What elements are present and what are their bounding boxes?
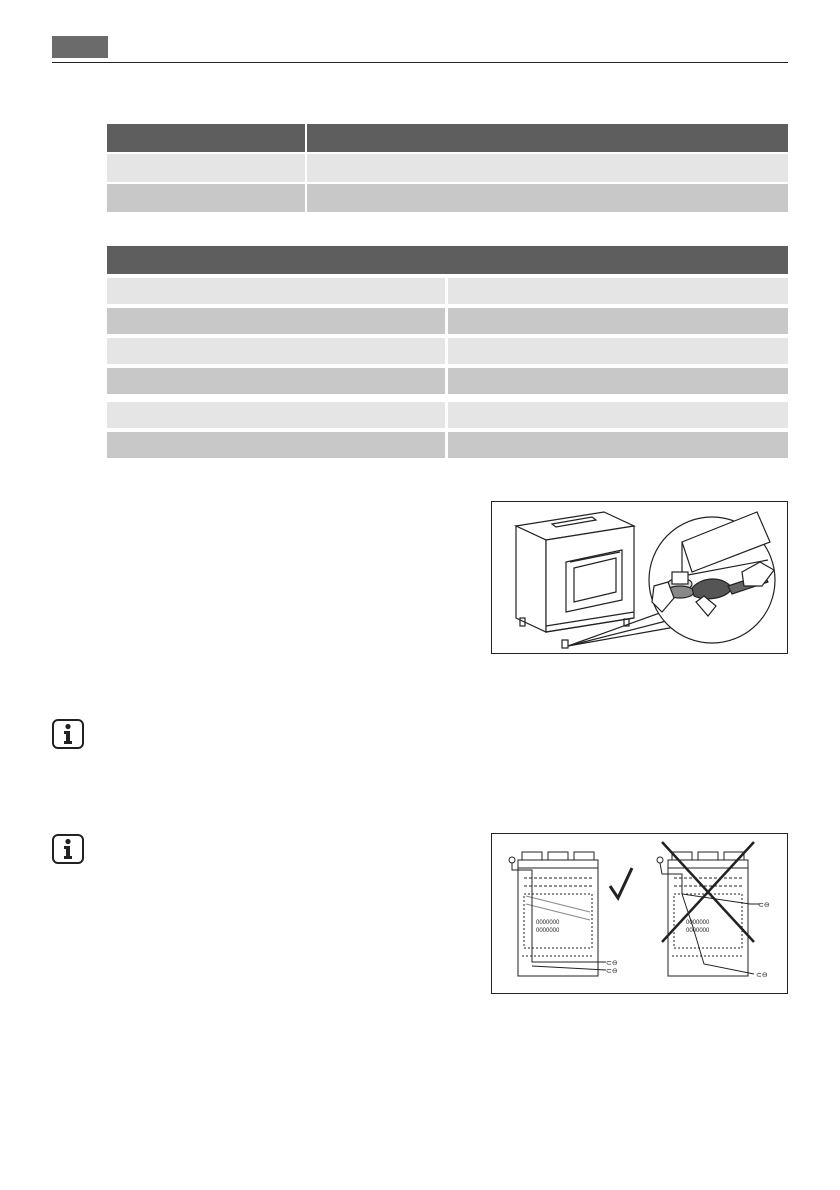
spec-table-1 bbox=[107, 124, 788, 214]
table-row bbox=[107, 308, 788, 334]
svg-text:0000000: 0000000 bbox=[686, 920, 710, 926]
cooker-leveling-feet-illustration bbox=[492, 502, 787, 653]
cable-routing-illustration bbox=[492, 834, 787, 993]
cable-routing-figure bbox=[491, 833, 788, 994]
table-row bbox=[107, 184, 788, 212]
table-cell bbox=[448, 402, 788, 428]
table-cell bbox=[448, 308, 788, 334]
svg-text:⊂⊖: ⊂⊖ bbox=[758, 902, 770, 909]
info-icon bbox=[52, 719, 84, 749]
table-row bbox=[107, 368, 788, 394]
table-cell bbox=[107, 368, 445, 394]
table-cell bbox=[107, 278, 445, 304]
info-icon bbox=[52, 834, 84, 864]
table-cell bbox=[107, 308, 445, 334]
table-header-row bbox=[107, 124, 788, 152]
svg-text:0000000: 0000000 bbox=[536, 920, 560, 926]
table-header-cell bbox=[107, 124, 305, 152]
spec-table-2 bbox=[107, 246, 788, 462]
svg-text:⊂⊖: ⊂⊖ bbox=[606, 968, 618, 975]
table-cell bbox=[448, 368, 788, 394]
table-cell bbox=[448, 338, 788, 364]
svg-text:⊂⊖: ⊂⊖ bbox=[756, 972, 768, 979]
table-cell bbox=[107, 184, 305, 212]
table-row bbox=[107, 154, 788, 182]
svg-text:0000000: 0000000 bbox=[686, 928, 710, 934]
table-cell bbox=[107, 402, 445, 428]
table-cell bbox=[307, 154, 788, 182]
table-row bbox=[107, 338, 788, 364]
header-rule bbox=[52, 62, 788, 63]
table-row bbox=[107, 278, 788, 304]
table-cell bbox=[107, 338, 445, 364]
table-cell bbox=[107, 432, 445, 458]
table-cell bbox=[448, 432, 788, 458]
table-row bbox=[107, 432, 788, 458]
table-cell bbox=[448, 278, 788, 304]
svg-text:0000000: 0000000 bbox=[536, 928, 560, 934]
table-row bbox=[107, 402, 788, 428]
svg-text:⊂⊖: ⊂⊖ bbox=[606, 960, 618, 967]
table-cell bbox=[307, 184, 788, 212]
table-header-cell bbox=[307, 124, 788, 152]
table-header-row bbox=[107, 246, 788, 274]
section-tab-marker bbox=[52, 36, 108, 58]
table-cell bbox=[107, 154, 305, 182]
leveling-feet-figure bbox=[491, 501, 788, 654]
